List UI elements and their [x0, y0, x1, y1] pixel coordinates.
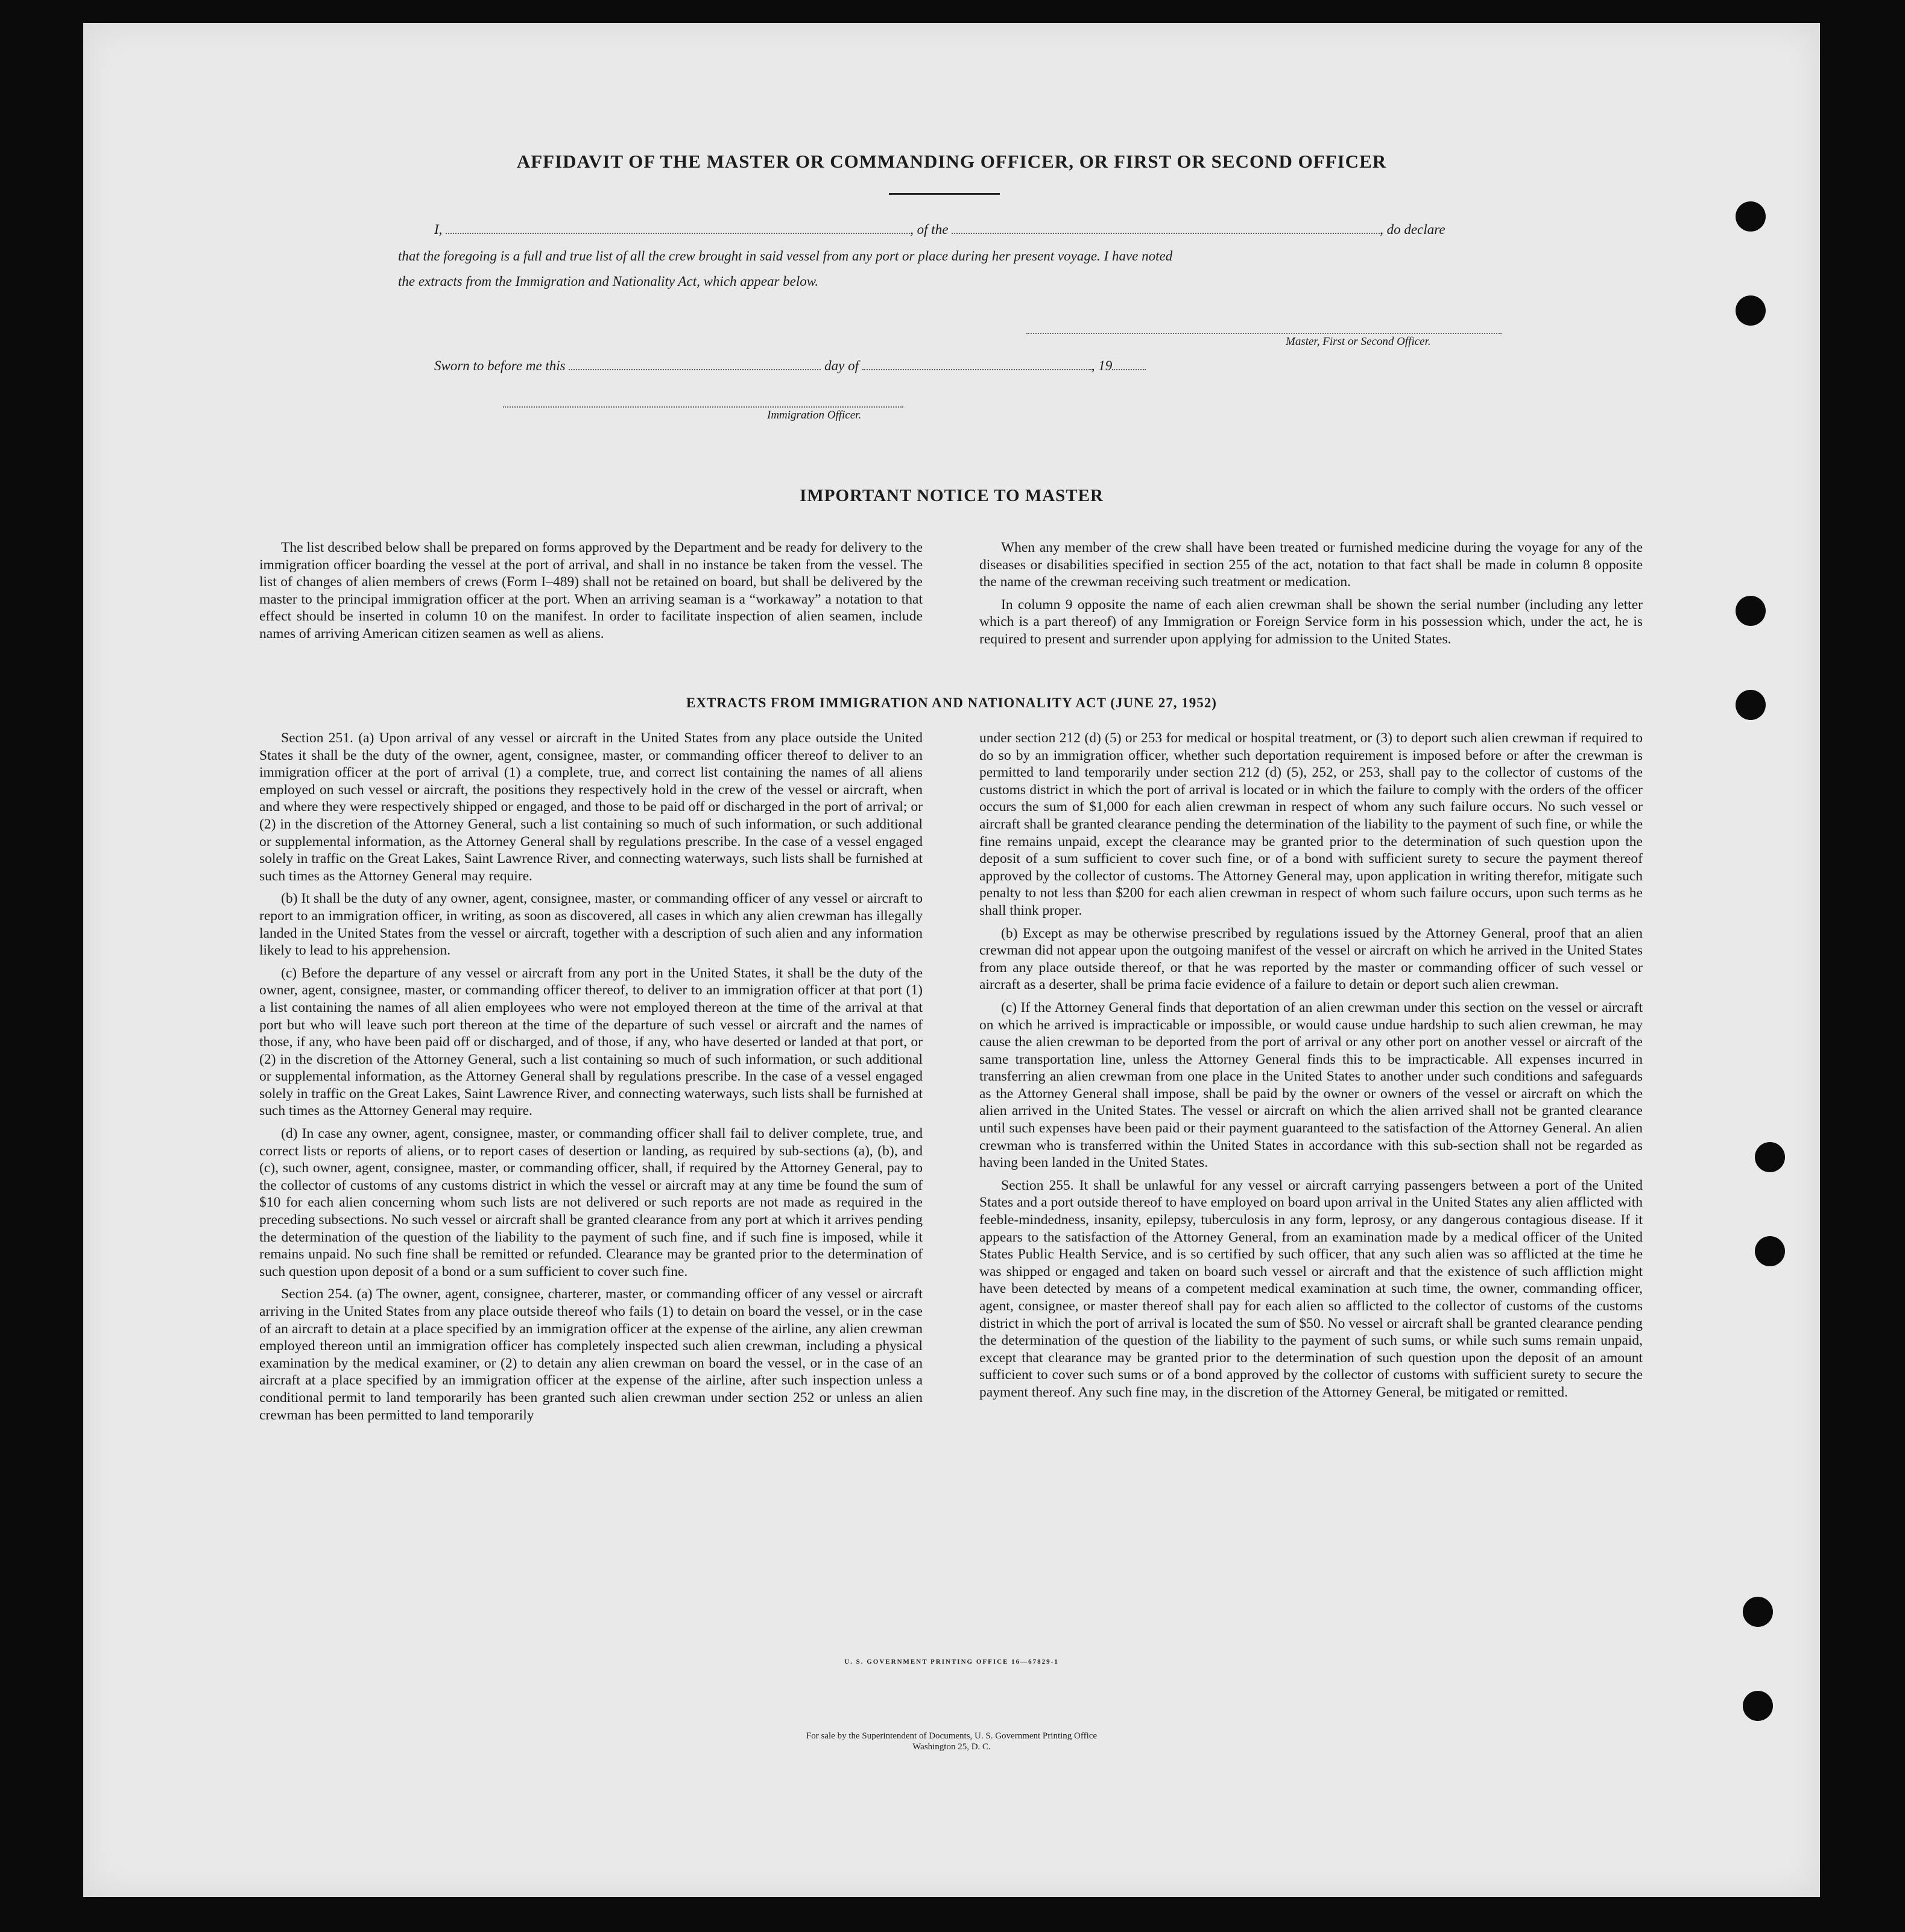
- sale-line-1: For sale by the Superintendent of Documents, U. S. Government Printing Office: [806, 1731, 1098, 1741]
- section-255: Section 255. It shall be unlawful for any vessel or aircraft carrying passengers between a port of the United States and a port outside thereof to have employed on board upon arrival in the United States any alien afflicted with feeble-mindedness, insanity, epilepsy, tuberculosis in any form, leprosy, or any dangerous contagious disease. If it appears to the satisfaction of the Attorney General, from an examination made by a medical officer of the United States Public Health Service, and is so certified by such officer, that any such alien was so afflicted at the time he was shipped or engaged and taken on board such vessel or aircraft and that the existence of such affliction might have been detected by means of a competent medical examination at such time, the owner, commanding officer, agent, consignee, or master thereof shall pay for each alien so afflicted to the collector of customs of the customs district in which the port of arrival is located the sum of $50. No vessel or aircraft shall be granted clearance pending the determination of the question of the liability to the payment of such sums, or while such sums remain unpaid, except that clearance may be granted prior to the determination of such question upon the deposit of an amount sufficient to cover such sums or of a bond approved by the collector of customs with sufficient surety to secure the payment thereof. Any such fine may, in the discretion of the Attorney General, be mitigated or remitted.: [979, 1177, 1643, 1400]
- affidavit-line-2: that the foregoing is a full and true list of all the crew brought in said vessel from any port or place during her present voyage. I have noted: [398, 248, 1173, 264]
- section-254-c: (c) If the Attorney General finds that deportation of an alien crewman under this section on the vessel or aircraft on which he arrived is impracticable or impossible, or would cause undue hardship to such alien crewman, he may cause the alien crewman to be deported from the port of arrival or any other port on another vessel or aircraft of the same transportation line, unless the Attorney General finds this to be impracticable. All expenses incurred in transferring an alien crewman from one place in the United States to another under such conditions and safeguards as the Attorney General shall impose, shall be paid by the owner or owners of the vessel or aircraft on which the alien arrived in the United States. The vessel or aircraft on which the alien arrived shall not be granted clearance until such expenses have been paid or their payment guaranteed to the satisfaction of the Attorney General. An alien crewman who is transferred within the United States in accordance with this sub-section shall not be regarded as having been landed in the United States.: [979, 999, 1643, 1171]
- section-251-b: (b) It shall be the duty of any owner, agent, consignee, master, or commanding officer of any vessel or aircraft to report to an immigration officer, in writing, as soon as discovered, all cases in which any alien crewman has illegally landed in the United States from the vessel or aircraft, together with a description of such alien and any information likely to lead to his apprehension.: [259, 891, 923, 959]
- affidavit-of-the-label: , of the: [910, 222, 949, 237]
- notice-right-paragraph-2: In column 9 opposite the name of each alien crewman shall be shown the serial number (including any letter which is a part thereof) of any Immigration or Foreign Service form in his possession which, under the act, he is required to present and surrender upon applying for admission to the United States.: [979, 596, 1643, 647]
- binder-hole: [1736, 295, 1766, 326]
- binder-hole: [1736, 596, 1766, 626]
- section-251-a: Section 251. (a) Upon arrival of any vessel or aircraft in the United States from any place outside the United States it shall be the duty of the owner, agent, consignee, master, or commanding officer thereof to deliver to an immigration officer at the port of arrival (1) a complete, true, and correct list containing the names of all aliens employed on such vessel or aircraft, the positions they respectively hold in the crew of the vessel or aircraft, when and where they were respectively shipped or engaged, and those to be paid off or discharged in the port of arrival; or (2) in the discretion of the Attorney General, such a list containing so much of such information, or such additional or supplemental information, as the Attorney General shall by regulations prescribe. In the case of a vessel engaged solely in traffic on the Great Lakes, Saint Lawrence River, and connecting waterways, such lists shall be furnished at such times as the Attorney General may require.: [259, 730, 923, 884]
- affidavit-i-label: I,: [434, 222, 443, 237]
- immigration-officer-caption: Immigration Officer.: [767, 409, 862, 421]
- sworn-day-of-label: day of: [824, 358, 859, 373]
- notice-left-paragraph: The list described below shall be prepared on forms approved by the Department and be ready for delivery to the immigration officer boarding the vessel at the port of arrival, and shall in no instance be taken from the vessel. The list of changes of alien members of crews (Form I–489) shall not be retained on board, but shall be delivered by the master to the principal immigration officer at the port. When an arriving seaman is a “workaway” a notation to that effect should be inserted in column 10 on the manifest. In order to facilitate inspection of alien seamen, include names of arriving American citizen seamen as well as aliens.: [259, 540, 923, 642]
- name-blank[interactable]: [446, 222, 910, 234]
- section-251-c: (c) Before the departure of any vessel or aircraft from any port in the United States, it shall be the duty of the owner, agent, consignee, master, or commanding officer thereof, to deliver to an immigration officer at that port (1) a list containing the names of all alien employees who were not employed thereon at the time of the arrival at that port but who will leave such port thereon at the time of the departure of such vessel or aircraft and the names of those, if any, who have been paid off or discharged, and of those, if any, who have deserted or landed at that port, or (2) in the discretion of the Attorney General, such a list containing so much of such information, or such additional or supplemental information, as the Attorney General shall by regulations prescribe. In the case of a vessel engaged solely in traffic on the Great Lakes, Saint Lawrence River, and connecting waterways, such lists shall be furnished at such times as the Attorney General may require.: [259, 965, 923, 1119]
- immigration-officer-signature-line[interactable]: [503, 406, 903, 408]
- binder-hole: [1743, 1691, 1773, 1721]
- affidavit-title: AFFIDAVIT OF THE MASTER OR COMMANDING OFFICER, OR FIRST OR SECOND OFFICER: [516, 151, 1387, 172]
- sworn-month-blank[interactable]: [862, 358, 1092, 370]
- affidavit-line-3: the extracts from the Immigration and Nationality Act, which appear below.: [398, 274, 819, 289]
- master-signature-caption: Master, First or Second Officer.: [1286, 335, 1431, 348]
- title-underline: [889, 193, 1000, 195]
- notice-right-column: [979, 539, 1643, 654]
- notice-left-column: [259, 539, 923, 648]
- sworn-day-blank[interactable]: [569, 358, 821, 370]
- notice-right-paragraph-1: When any member of the crew shall have been treated or furnished medicine during the voyage for any of the diseases or disabilities specified in section 255 of the act, notation to that fact shall be made in column 8 opposite the name of the crewman receiving such treatment or medication.: [979, 540, 1643, 590]
- binder-hole: [1755, 1236, 1785, 1266]
- section-254-a-continued: under section 212 (d) (5) or 253 for medical or hospital treatment, or (3) to deport such alien crewman if required to do so by an immigration officer, whether such deportation requirement is imposed before or after the crewman is permitted to land temporarily under section 212 (d) (5), 252, or 253, shall pay to the collector of customs of the customs district in which the port of arrival is located or in which the failure to comply with the orders of the officer occurs the sum of $1,000 for each alien crewman in respect of whom any such failure occurs. No such vessel or aircraft shall be granted clearance pending the determination of the liability to the payment of such fine, or while the fine remains unpaid, except the clearance may be granted prior to the determination of such question upon the deposit of a sum sufficient to cover such fine, or of a bond with sufficient surety to secure the payment thereof approved by the collector of customs. The Attorney General may, upon application in writing therefor, mitigate such penalty to not less than $200 for each alien crewman in respect of whom such failure occurs, upon such terms as he shall think proper.: [979, 730, 1643, 918]
- affidavit-do-declare-label: , do declare: [1380, 222, 1445, 237]
- sworn-prefix: Sworn to before me this: [434, 358, 566, 373]
- sworn-year-blank[interactable]: [1112, 358, 1146, 370]
- extracts-title: EXTRACTS FROM IMMIGRATION AND NATIONALITY ACT (JUNE 27, 1952): [686, 695, 1217, 710]
- binder-hole: [1743, 1597, 1773, 1627]
- section-254-a: Section 254. (a) The owner, agent, consignee, charterer, master, or commanding officer of any vessel or aircraft arriving in the United States from any place outside thereof who fails (1) to detain on board the vessel, or in the case of an aircraft to detain at a place specified by an immigration officer at the expense of the airline, any alien crewman employed thereon until an immigration officer has completely inspected such alien crewman, including a physical examination by the medical examiner, or (2) to detain any alien crewman on board the vessel, or in the case of an aircraft at a place specified by an immigration officer at the expense of the airline, after such inspection unless a conditional permit to land temporarily has been granted such alien crewman under section 252 or unless an alien crewman has been permitted to land temporarily: [259, 1286, 923, 1423]
- section-251-d: (d) In case any owner, agent, consignee, master, or commanding officer shall fail to deliver complete, true, and correct lists or reports of aliens, or to report cases of desertion or landing, as required by sub-sections (a), (b), and (c), such owner, agent, consignee, master, or commanding officer, shall, if required by the Attorney General, pay to the collector of customs of any customs district in which the vessel or aircraft may at any time be found the sum of $10 for each alien concerning whom such lists are not delivered or such reports are not made as required in the preceding subsections. No such vessel or aircraft shall be granted clearance from any port at which it arrives pending the determination of the question of the liability to the payment of such fine, and if such fine is imposed, while it remains unpaid. No such fine shall be remitted or refunded. Clearance may be granted prior to the determination of such question upon deposit of a bond or a sum sufficient to cover such fine.: [259, 1126, 923, 1280]
- section-254-b: (b) Except as may be otherwise prescribed by regulations issued by the Attorney General, proof that an alien crewman did not appear upon the outgoing manifest of the vessel or aircraft on which he arrived in the United States from any place outside thereof, or that he was reported by the master or commanding officer of such vessel or aircraft as a deserter, shall be prima facie evidence of a failure to detain or deport such alien crewman.: [979, 925, 1643, 993]
- master-signature-line[interactable]: [1026, 333, 1502, 334]
- sworn-year-label: , 19: [1091, 358, 1113, 373]
- affidavit-line-1: [434, 222, 1445, 238]
- extracts-left-column: [259, 730, 923, 1429]
- binder-hole: [1755, 1142, 1785, 1172]
- printing-office-line: U. S. GOVERNMENT PRINTING OFFICE 16—67829-1: [844, 1658, 1059, 1665]
- sworn-line: [434, 358, 1146, 374]
- extracts-right-column: [979, 730, 1643, 1407]
- binder-hole: [1736, 201, 1766, 232]
- vessel-blank[interactable]: [952, 222, 1380, 234]
- sale-line-2: Washington 25, D. C.: [912, 1742, 991, 1752]
- notice-title: IMPORTANT NOTICE TO MASTER: [800, 486, 1104, 505]
- document-page: [83, 23, 1820, 1897]
- sale-notice: [83, 1731, 1820, 1752]
